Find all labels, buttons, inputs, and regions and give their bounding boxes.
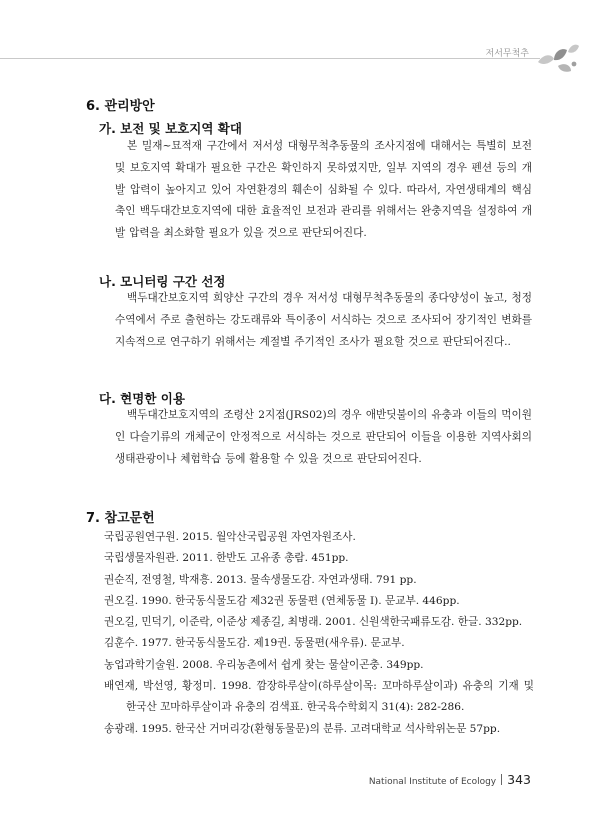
subsection-title-monitoring: 나. 모니터링 구간 선정 [99, 274, 226, 289]
reference-item: 권오길, 민덕기, 이준락, 이준상 제종길, 최병래. 2001. 신원색한국패류도감. 한글. 332pp. [104, 616, 523, 629]
running-header: 저서무척추 [485, 49, 529, 59]
paragraph-conservation [115, 136, 532, 245]
reference-item: 김훈수. 1977. 한국동식물도감. 제19권. 동물편(새우류). 문교부. [104, 637, 405, 650]
page-footer [369, 772, 531, 787]
reference-item: 국립공원연구원. 2015. 월악산국립공원 자연자원조사. [104, 531, 356, 543]
subsection-title-conservation: 가. 보전 및 보호지역 확대 [99, 121, 242, 136]
page-number: 343 [507, 772, 531, 787]
header-rule [0, 58, 540, 59]
paragraph-wise-use-text: 백두대간보호지역의 조령산 2지점(JRS02)의 경우 애반딧불이의 유충과 이들의 먹이원인 다슬기류의 개체군이 안정적으로 서식하는 것으로 판단되어 이들을 이용한 지역사회의 생태관광이나 체험학습 등에 활용할 수 있을 것으로 판단되어진다. [115, 409, 532, 465]
paragraph-conservation-text: 본 밀재~묘적재 구간에서 저서성 대형무척추동물의 조사지점에 대해서는 특별히 보전 및 보호지역 확대가 필요한 구간은 확인하지 못하였지만, 일부 지역의 경우 펜션 등의 개발 압력이 높아지고 있어 자연환경의 훼손이 심화될 수 있다. 따라서, 자연생태계의 핵심축인 백두대간보호지역에 대한 효율적인 보전과 관리를 위해서는 완충지역을 설정하여 개발 압력을 최소화할 필요가 있을 것으로 판단되어진다. [115, 140, 532, 240]
section-title-management: 6. 관리방안 [86, 99, 155, 114]
paragraph-monitoring-text: 백두대간보호지역 희양산 구간의 경우 저서성 대형무척추동물의 종다양성이 높고, 청정수역에서 주로 출현하는 강도래류와 특이종이 서식하는 것으로 조사되어 장기적인 변화를 지속적으로 연구하기 위해서는 계절별 주기적인 조사가 필요할 것으로 판단되어진다.. [115, 292, 532, 348]
reference-item: 권오길. 1990. 한국동식물도감 제32권 동물편 (연체동물 Ⅰ). 문교부. 446pp. [104, 594, 460, 607]
reference-item: 배연재, 박선영, 황정미. 1998. 깜장하루살이(하루살이목: 꼬마하루살이과) 유충의 기재 및 한국산 꼬마하루살이과 유충의 검색표. 한국육수학회지 31(4): 282-286. [104, 680, 534, 714]
section-title-references: 7. 참고문헌 [86, 511, 155, 526]
reference-item: 국립생물자원관. 2011. 한반도 고유종 총람. 451pp. [104, 552, 349, 565]
footer-separator [501, 774, 502, 785]
paragraph-wise-use [115, 405, 532, 470]
subsection-title-wise-use: 다. 현명한 이용 [99, 391, 185, 406]
footer-institute: National Institute of Ecology [368, 777, 497, 787]
reference-item: 권순직, 전영철, 박재흥. 2013. 물속생물도감. 자연과생태. 791 pp. [104, 573, 417, 586]
reference-list [104, 527, 534, 740]
leaf-decoration-icon [534, 40, 580, 80]
reference-item: 송광래. 1995. 한국산 거머리강(환형동물문)의 분류. 고려대학교 석사학위논문 57pp. [104, 722, 501, 735]
paragraph-monitoring [115, 288, 532, 353]
reference-item: 농업과학기술원. 2008. 우리농촌에서 쉽게 찾는 물살이곤충. 349pp. [104, 658, 424, 671]
